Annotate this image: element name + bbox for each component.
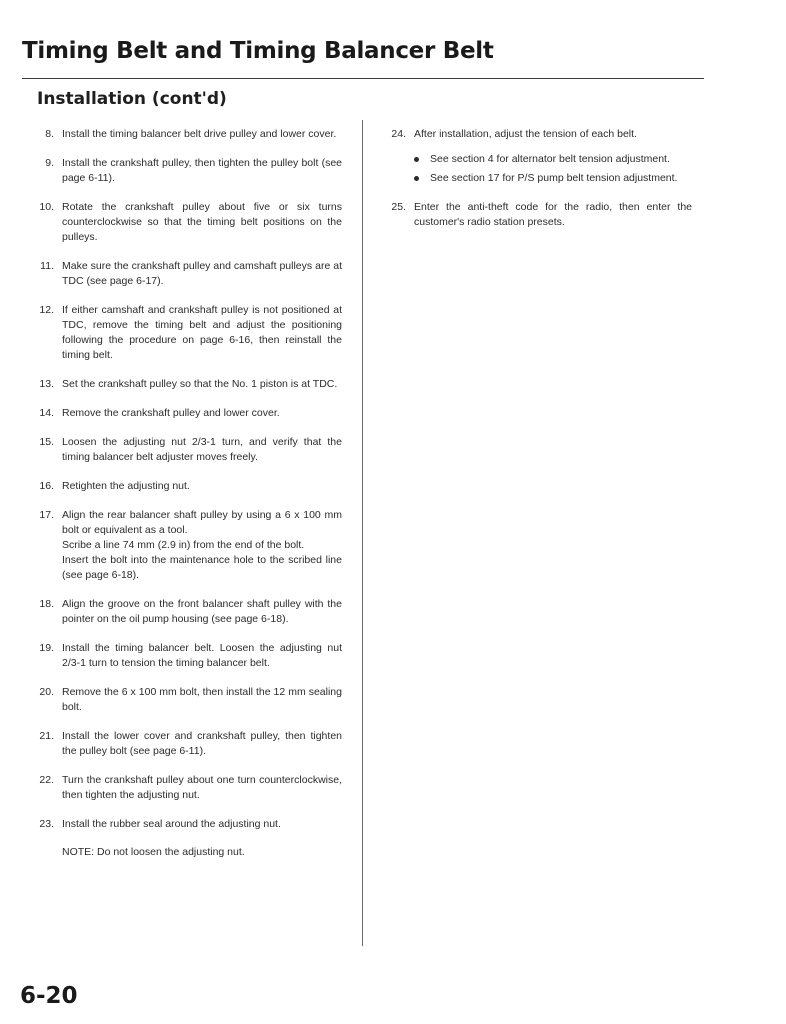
step-number: 8. — [45, 128, 54, 140]
title-rule — [22, 78, 704, 79]
step-text: After installation, adjust the tension of each belt. — [414, 128, 637, 140]
page-title: Timing Belt and Timing Balancer Belt — [22, 38, 494, 64]
step-number: 18. — [39, 598, 54, 610]
step-15 — [34, 435, 342, 465]
step-25 — [386, 200, 692, 230]
step-text-line-2: Scribe a line 74 mm (2.9 in) from the end of the bolt. — [62, 539, 305, 551]
step-text: Align the groove on the front balancer shaft pulley with the pointer on the oil pump housing (see page 6-18). — [62, 598, 342, 625]
step-text: Align the rear balancer shaft pulley by using a 6 x 100 mm bolt or equivalent as a tool. — [62, 509, 342, 536]
right-column — [386, 127, 692, 244]
bullet-text: See section 17 for P/S pump belt tension adjustment. — [430, 172, 678, 184]
step-text-line-3: Insert the bolt into the maintenance hole to the scribed line (see page 6-18). — [62, 554, 342, 581]
step-text: Install the timing balancer belt drive pulley and lower cover. — [62, 128, 337, 140]
step-24 — [386, 127, 692, 142]
step-text: Install the lower cover and crankshaft pulley, then tighten the pulley bolt (see page 6-11). — [62, 730, 342, 757]
step-21 — [34, 729, 342, 759]
step-text: Remove the 6 x 100 mm bolt, then install the 12 mm sealing bolt. — [62, 686, 342, 713]
step-18 — [34, 597, 342, 627]
step-text: Retighten the adjusting nut. — [62, 480, 190, 492]
step-8 — [34, 127, 342, 142]
step-text: Rotate the crankshaft pulley about five or six turns counterclockwise so that the timing belt positions on the pulleys. — [62, 201, 342, 243]
step-text: If either camshaft and crankshaft pulley is not positioned at TDC, remove the timing belt and adjust the positioning following the procedure on page 6-16, then reinstall the timing belt. — [62, 304, 342, 361]
step-number: 10. — [39, 201, 54, 213]
step-text: Make sure the crankshaft pulley and camshaft pulleys are at TDC (see page 6-17). — [62, 260, 342, 287]
step-number: 9. — [45, 157, 54, 169]
bullet-icon — [414, 157, 419, 162]
note: NOTE: Do not loosen the adjusting nut. — [62, 846, 245, 858]
step-number: 12. — [39, 304, 54, 316]
step-text: Remove the crankshaft pulley and lower cover. — [62, 407, 280, 419]
step-number: 13. — [39, 378, 54, 390]
page-number: 6-20 — [20, 983, 78, 1009]
step-19 — [34, 641, 342, 671]
left-column — [34, 127, 342, 860]
step-text: Install the rubber seal around the adjusting nut. — [62, 818, 281, 830]
step-16 — [34, 479, 342, 494]
step-17 — [34, 508, 342, 583]
step-number: 15. — [39, 436, 54, 448]
step-text: Turn the crankshaft pulley about one turn counterclockwise, then tighten the adjusting nut. — [62, 774, 342, 801]
bullet-icon — [414, 176, 419, 181]
bullet-item — [414, 152, 692, 167]
section-title: Installation (cont'd) — [37, 89, 227, 109]
step-text: Install the timing balancer belt. Loosen the adjusting nut 2/3-1 turn to tension the timing balancer belt. — [62, 642, 342, 669]
step-number: 16. — [39, 480, 54, 492]
step-number: 17. — [39, 509, 54, 521]
step-14 — [34, 406, 342, 421]
bullet-item — [414, 171, 692, 186]
step-number: 21. — [39, 730, 54, 742]
step-10 — [34, 200, 342, 245]
step-number: 23. — [39, 818, 54, 830]
step-9 — [34, 156, 342, 186]
step-text: Install the crankshaft pulley, then tighten the pulley bolt (see page 6-11). — [62, 157, 342, 184]
step-number: 22. — [39, 774, 54, 786]
step-23 — [34, 817, 342, 832]
step-number: 20. — [39, 686, 54, 698]
step-number: 25. — [391, 201, 406, 213]
step-12 — [34, 303, 342, 363]
step-11 — [34, 259, 342, 289]
step-13 — [34, 377, 342, 392]
step-text: Enter the anti-theft code for the radio, then enter the customer's radio station presets. — [414, 201, 692, 228]
step-text: Set the crankshaft pulley so that the No. 1 piston is at TDC. — [62, 378, 338, 390]
bullet-text: See section 4 for alternator belt tension adjustment. — [430, 153, 670, 165]
bullet-list — [386, 152, 692, 186]
step-number: 11. — [40, 260, 54, 272]
step-20 — [34, 685, 342, 715]
step-text: Loosen the adjusting nut 2/3-1 turn, and verify that the timing balancer belt adjuster moves freely. — [62, 436, 342, 463]
step-number: 14. — [39, 407, 54, 419]
step-22 — [34, 773, 342, 803]
column-divider — [362, 120, 363, 946]
step-number: 24. — [391, 128, 406, 140]
step-number: 19. — [39, 642, 54, 654]
